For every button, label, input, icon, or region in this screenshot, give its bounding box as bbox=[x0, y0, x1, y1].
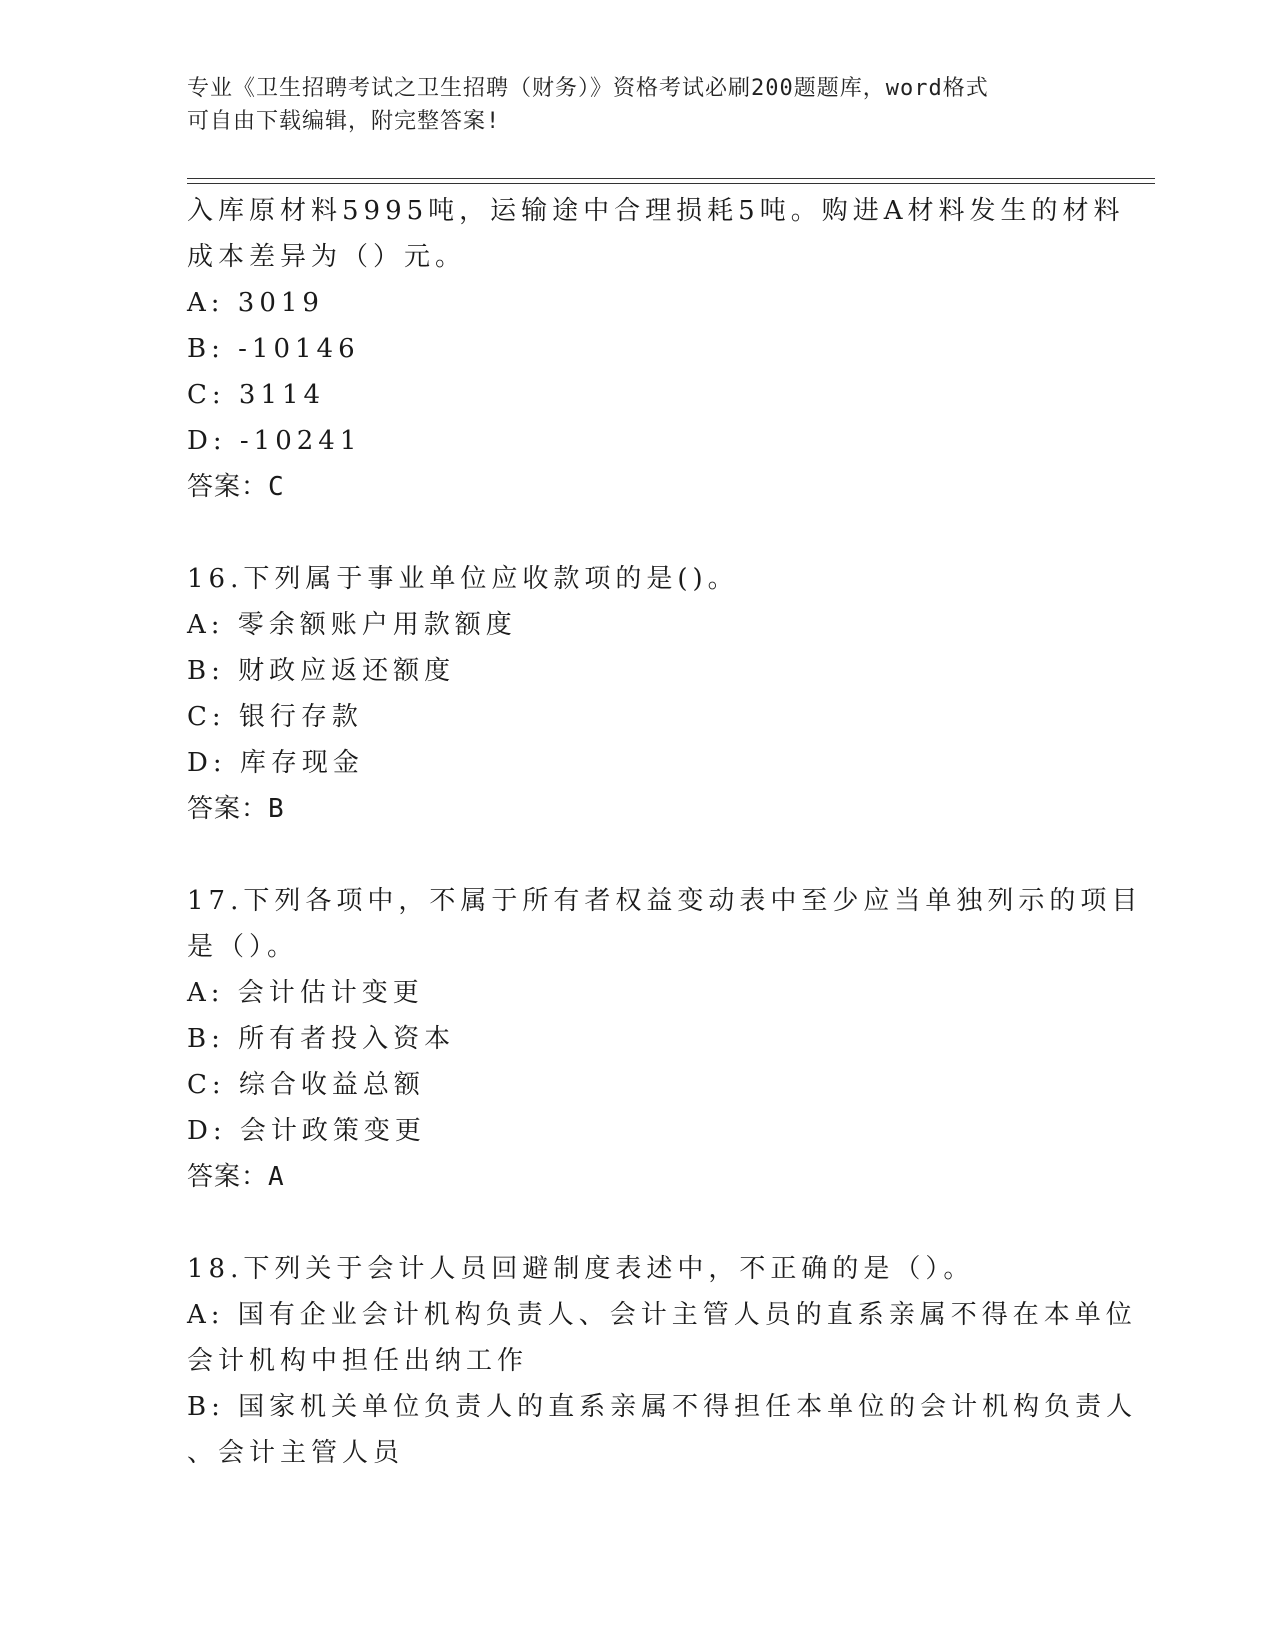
question-stem-line: 入库原材料5995吨，运输途中合理损耗5吨。购进A材料发生的材料 bbox=[187, 196, 1125, 226]
question-stem-line: 17.下列各项中，不属于所有者权益变动表中至少应当单独列示的项目 bbox=[187, 886, 1143, 916]
option-c: C: 3114 bbox=[187, 380, 326, 410]
question-list bbox=[187, 188, 1143, 1476]
question-stem-line: 18.下列关于会计人员回避制度表述中，不正确的是（）。 bbox=[187, 1254, 975, 1284]
option-a: A: 会计估计变更 bbox=[187, 978, 424, 1008]
question-17 bbox=[187, 878, 1143, 1200]
option-a-continued: 会计机构中担任出纳工作 bbox=[187, 1346, 529, 1376]
answer: 答案：C bbox=[187, 472, 285, 502]
option-b-continued: 、会计主管人员 bbox=[187, 1438, 405, 1468]
option-c: C: 综合收益总额 bbox=[187, 1070, 425, 1100]
option-a: A: 零余额账户用款额度 bbox=[187, 610, 517, 640]
question-stem-line: 16.下列属于事业单位应收款项的是()。 bbox=[187, 564, 739, 594]
option-b: B: 财政应返还额度 bbox=[187, 656, 456, 686]
header-line-2: 可自由下载编辑，附完整答案! bbox=[187, 109, 501, 134]
header-divider bbox=[187, 178, 1155, 179]
option-d: D: 会计政策变更 bbox=[187, 1116, 426, 1146]
option-b: B: 所有者投入资本 bbox=[187, 1024, 456, 1054]
option-a: A: 国有企业会计机构负责人、会计主管人员的直系亲属不得在本单位 bbox=[187, 1300, 1137, 1330]
page-header bbox=[187, 72, 1087, 138]
question-15-continued bbox=[187, 188, 1125, 510]
question-16 bbox=[187, 556, 1087, 832]
option-b: B: 国家机关单位负责人的直系亲属不得担任本单位的会计机构负责人 bbox=[187, 1392, 1138, 1422]
option-c: C: 银行存款 bbox=[187, 702, 363, 732]
option-d: D: 库存现金 bbox=[187, 748, 364, 778]
question-stem-line: 成本差异为（）元。 bbox=[187, 242, 467, 272]
question-stem-line: 是（）。 bbox=[187, 932, 299, 962]
answer: 答案：A bbox=[187, 1162, 285, 1192]
answer: 答案：B bbox=[187, 794, 285, 824]
question-18 bbox=[187, 1246, 1138, 1476]
option-d: D: -10241 bbox=[187, 426, 362, 456]
header-line-1: 专业《卫生招聘考试之卫生招聘（财务）》资格考试必刷200题题库，word格式 bbox=[187, 76, 989, 101]
header-divider-secondary bbox=[187, 183, 1155, 184]
option-a: A: 3019 bbox=[187, 288, 324, 318]
option-b: B: -10146 bbox=[187, 334, 360, 364]
